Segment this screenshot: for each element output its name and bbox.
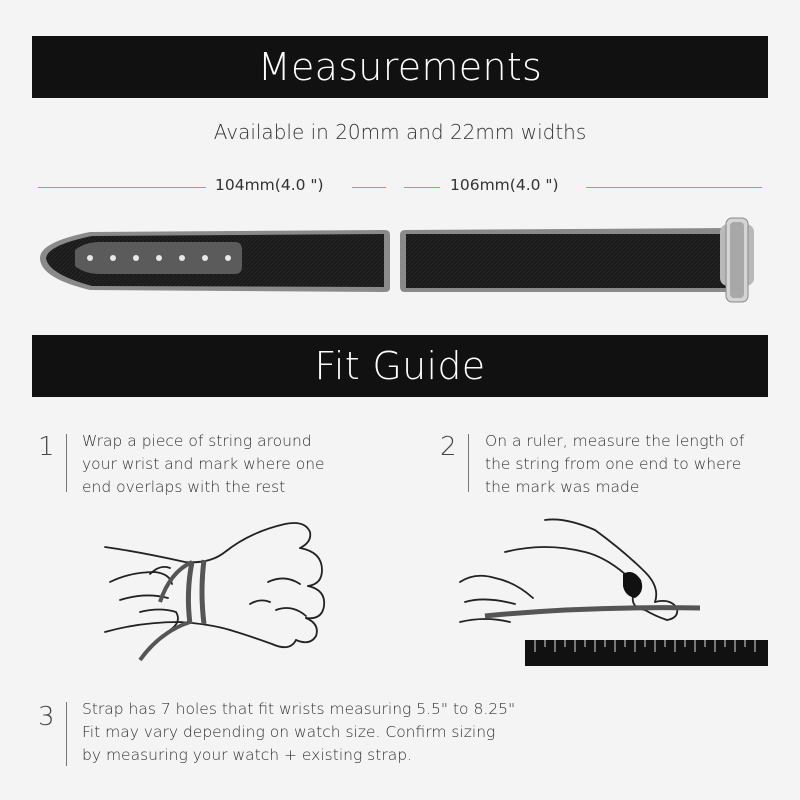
right-length-label: 106mm(4.0 ") (450, 176, 559, 194)
step-1-line-2: your wrist and mark where one (82, 455, 325, 473)
step-2-line-2: the string from one end to where (485, 455, 742, 473)
dim-rule-left-a (38, 187, 206, 188)
step-3-text (82, 698, 515, 767)
fit-guide-banner (32, 335, 768, 397)
left-length-label: 104mm(4.0 ") (215, 176, 324, 194)
step-1-text (82, 430, 325, 499)
measurements-banner (32, 36, 768, 98)
dim-rule-right-b (586, 187, 762, 188)
step-3-divider (66, 702, 67, 766)
step-1-number: 1 (38, 432, 55, 462)
step-3-line-2: Fit may vary depending on watch size. Confirm sizing (82, 723, 496, 741)
step-3-line-3: by measuring your watch + existing strap. (82, 746, 412, 764)
step-2-number: 2 (440, 432, 457, 462)
step-2-divider (468, 434, 469, 492)
measurements-title: Measurements (257, 45, 543, 89)
widths-subtitle: Available in 20mm and 22mm widths (213, 120, 587, 144)
step-1-divider (66, 434, 67, 492)
step-2-line-1: On a ruler, measure the length of (485, 432, 745, 450)
fit-guide-title: Fit Guide (314, 344, 486, 388)
wrist-string-illustration-icon (100, 512, 340, 662)
strap-left-icon (40, 230, 390, 292)
strap-diagram (30, 210, 770, 305)
ruler-measure-illustration-icon (455, 512, 775, 672)
step-3-number: 3 (38, 702, 55, 732)
step-1-line-1: Wrap a piece of string around (82, 432, 312, 450)
strap-right-icon (400, 228, 730, 292)
step-1-line-3: end overlaps with the rest (82, 478, 286, 496)
step-3-line-1: Strap has 7 holes that fit wrists measuring 5.5" to 8.25" (82, 700, 516, 718)
step-2-line-3: the mark was made (485, 478, 640, 496)
dim-rule-left-b (352, 187, 386, 188)
dim-rule-right-a (404, 187, 440, 188)
step-2-text (485, 430, 744, 499)
